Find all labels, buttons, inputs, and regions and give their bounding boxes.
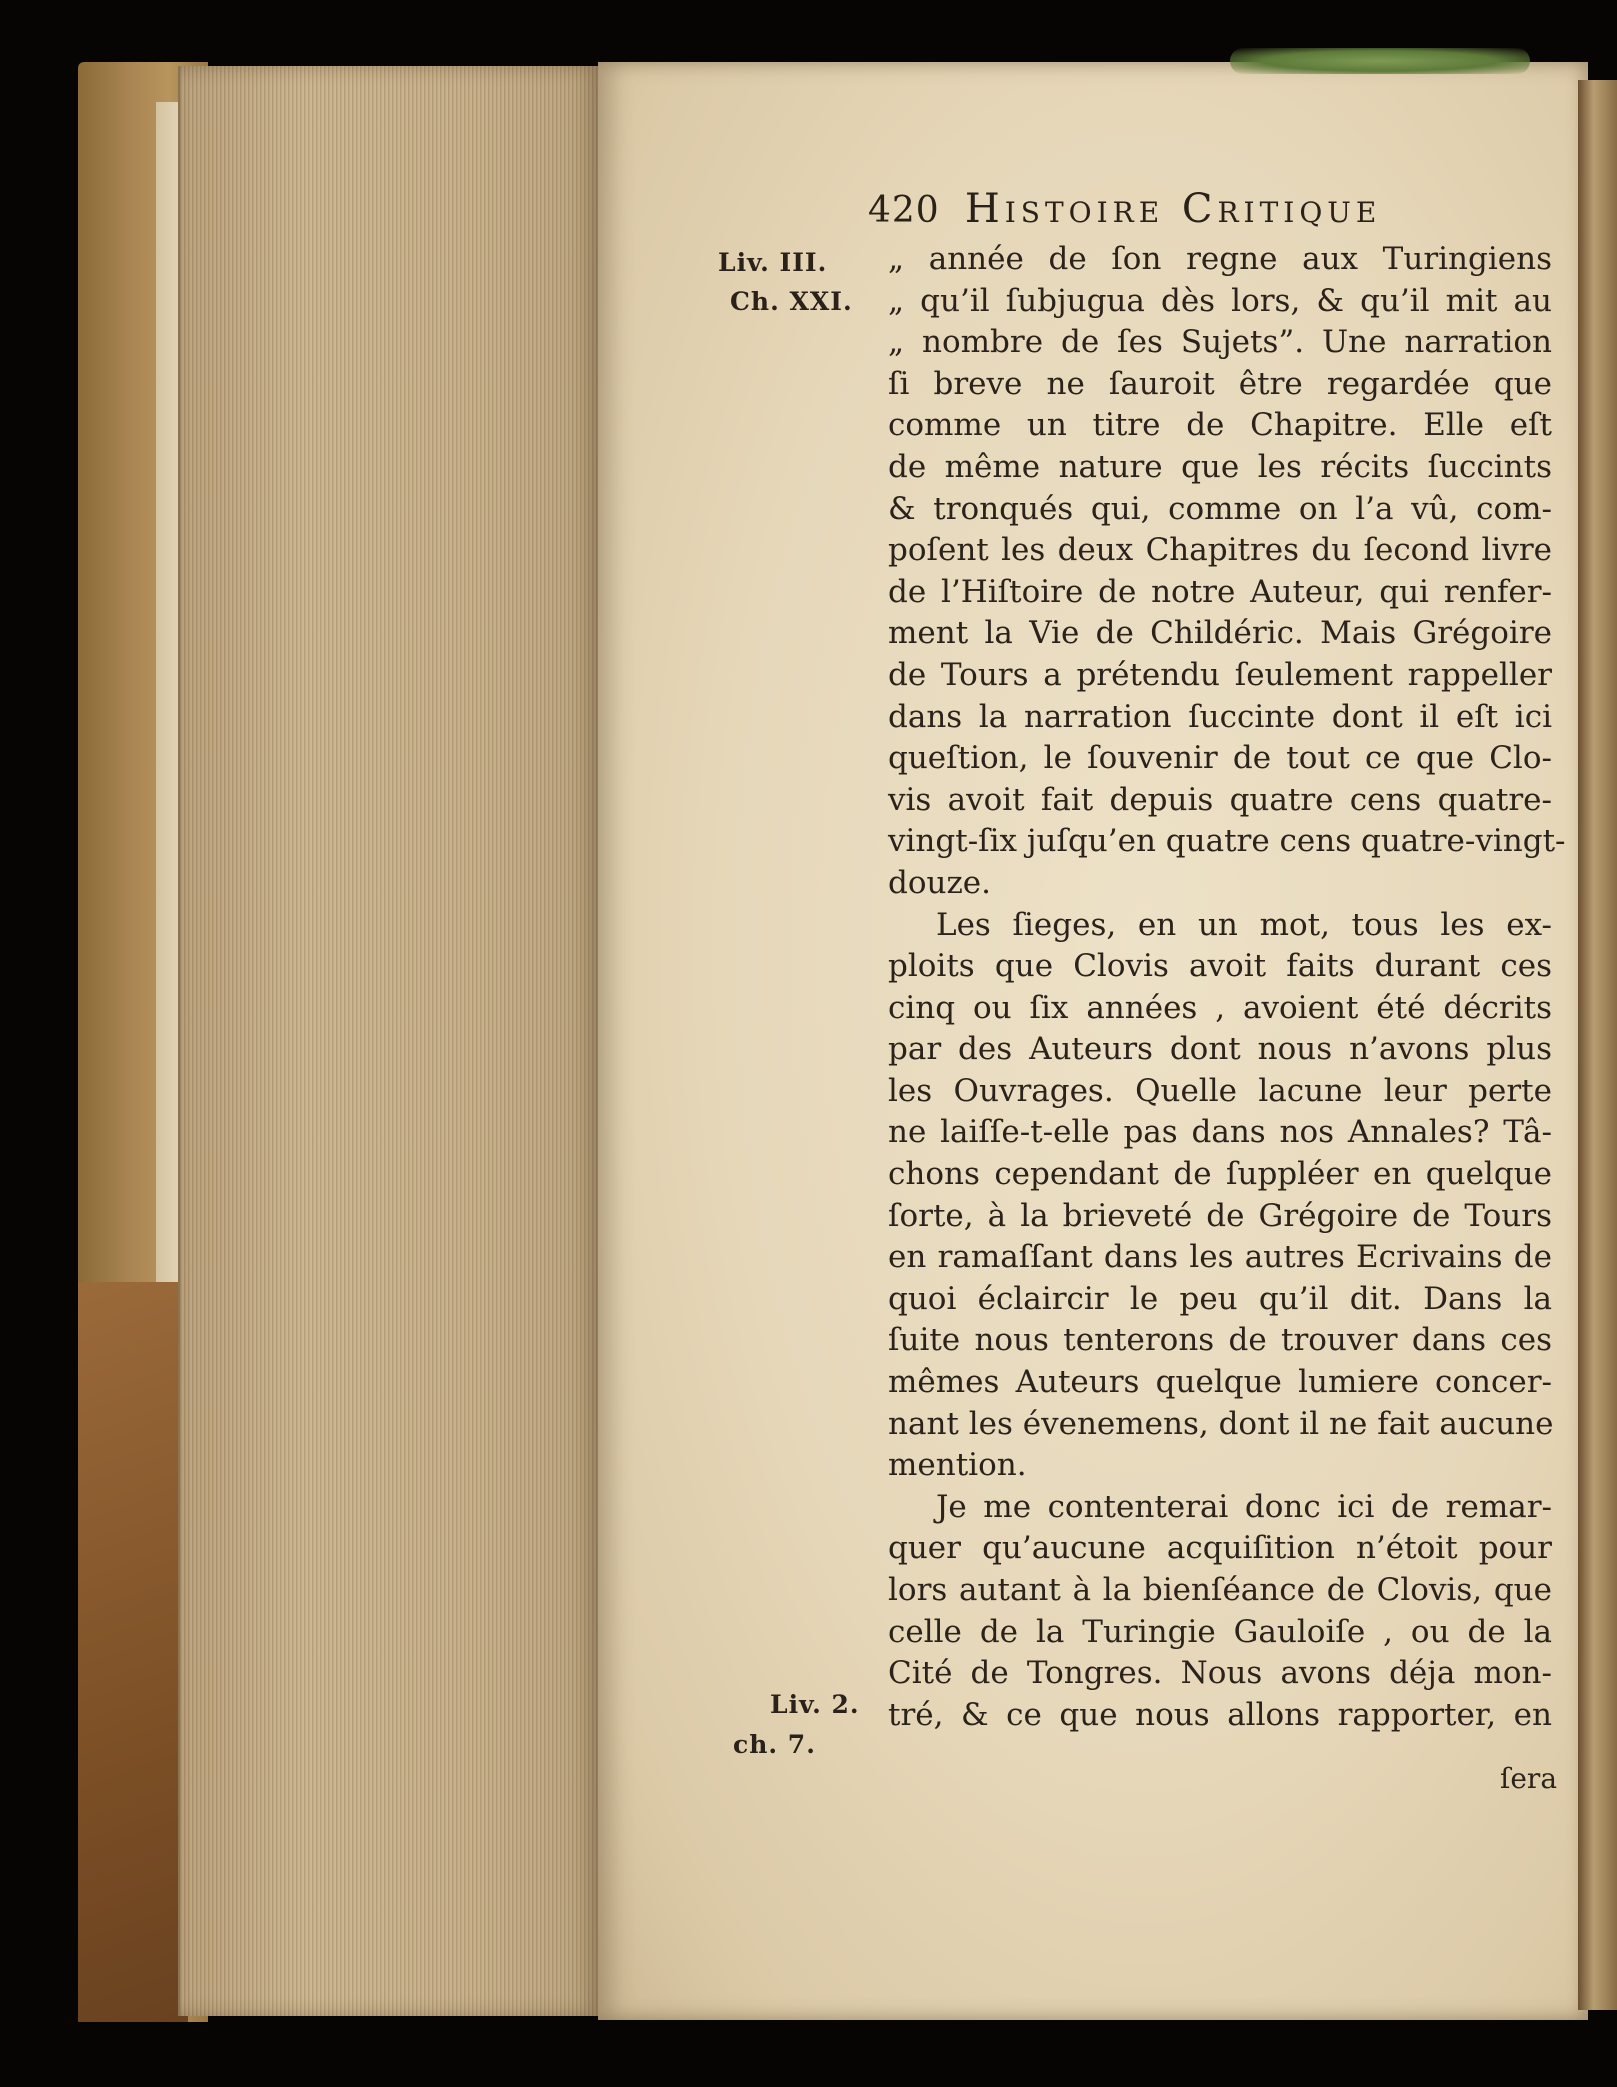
text-line: Je me contenterai donc ici de remar- xyxy=(936,1488,1552,1525)
text-line: ſi breve ne ſauroit être regardée que xyxy=(888,365,1552,402)
text-line: lors autant à la bienſéance de Clovis, que xyxy=(888,1572,1552,1608)
text-line: de l’Hiſtoire de notre Auteur, qui renfer- xyxy=(888,573,1552,610)
page-number: 420 xyxy=(868,190,940,231)
text-line: de même nature que les récits ſuccints xyxy=(888,448,1552,485)
margin-note-ref-chapter: ch. 7. xyxy=(733,1730,816,1759)
text-line: ploits que Clovis avoit faits durant ces xyxy=(888,948,1552,985)
text-line: douze. xyxy=(888,864,992,901)
margin-note-ref-book: Liv. 2. xyxy=(770,1690,860,1719)
text-line: par des Auteurs dont nous n’avons plus xyxy=(888,1031,1552,1068)
text-line: Les ſieges, en un mot, tous les ex- xyxy=(936,906,1552,943)
text-line: les Ouvrages. Quelle lacune leur perte xyxy=(888,1072,1552,1109)
text-line: quer qu’aucune acquiſition n’étoit pour xyxy=(888,1530,1552,1567)
text-line: queſtion, le ſouvenir de tout ce que Clo- xyxy=(888,740,1552,777)
running-head xyxy=(868,186,1508,232)
text-line: nant les évenemens, dont il ne fait aucune xyxy=(888,1405,1554,1442)
catchword: ſera xyxy=(1500,1762,1558,1795)
text-line: ment la Vie de Childéric. Mais Grégoire xyxy=(888,615,1552,652)
text-line: poſent les deux Chapitres du ſecond livre xyxy=(888,532,1552,569)
body-text xyxy=(888,239,1566,1736)
page-edges xyxy=(178,66,600,2016)
text-line: celle de la Turingie Gauloiſe , ou de la xyxy=(888,1613,1552,1650)
bookmark-ribbon xyxy=(1230,48,1530,74)
margin-note-chapter: Ch. XXI. xyxy=(730,287,853,316)
running-title: Histoire Critique xyxy=(964,186,1382,232)
cover-flap xyxy=(78,1282,188,2022)
text-line: cinq ou ſix années , avoient été décrits xyxy=(888,989,1552,1026)
text-line: mention. xyxy=(888,1447,1027,1484)
margin-note-book: Liv. III. xyxy=(718,248,828,277)
text-line: & tronqués qui, comme on l’a vû, com- xyxy=(888,490,1552,527)
text-line: „ nombre de ſes Sujets”. Une narration xyxy=(888,324,1552,361)
text-line: comme un titre de Chapitre. Elle eſt xyxy=(888,407,1552,444)
text-line: tré, & ce que nous allons rapporter, en xyxy=(888,1696,1552,1733)
text-line: ne laiſſe-t-elle pas dans nos Annales? Tâ- xyxy=(888,1114,1552,1151)
text-line: Cité de Tongres. Nous avons déja mon- xyxy=(888,1655,1552,1692)
text-line: en ramaſſant dans les autres Ecrivains de xyxy=(888,1239,1552,1276)
text-line: ſorte, à la brieveté de Grégoire de Tours xyxy=(888,1197,1552,1234)
text-line: chons cependant de ſuppléer en quelque xyxy=(888,1156,1552,1193)
text-line: „ qu’il ſubjugua dès lors, & qu’il mit au xyxy=(888,282,1552,319)
right-cover-sliver xyxy=(1578,80,1617,2010)
text-line: vis avoit fait depuis quatre cens quatre- xyxy=(888,781,1552,818)
text-line: de Tours a prétendu ſeulement rappeller xyxy=(888,656,1552,693)
text-line: mêmes Auteurs quelque lumiere concer- xyxy=(888,1364,1552,1401)
text-line: „ année de ſon regne aux Turingiens xyxy=(888,241,1552,277)
text-line: vingt-ſix juſqu’en quatre cens quatre-vingt- xyxy=(888,823,1566,860)
text-line: quoi éclaircir le peu qu’il dit. Dans la xyxy=(888,1280,1552,1317)
text-line: ſuite nous tenterons de trouver dans ces xyxy=(888,1322,1552,1359)
text-line: dans la narration ſuccinte dont il eſt ici xyxy=(888,698,1552,735)
